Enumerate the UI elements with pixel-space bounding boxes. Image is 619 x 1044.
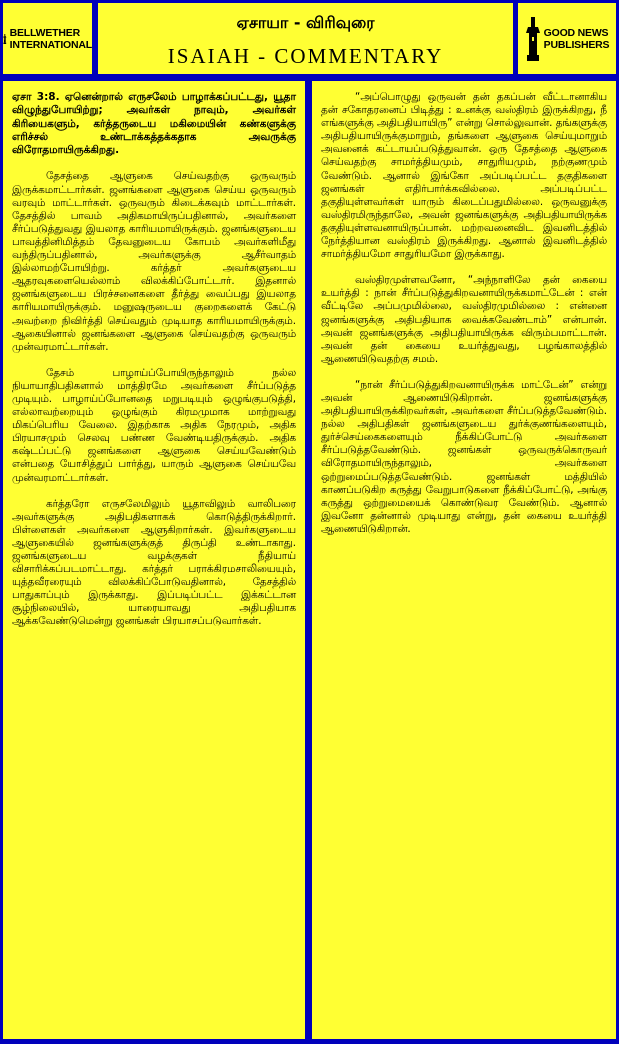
page-title-tamil: ஏசாயா - விரிவுரை <box>236 13 375 32</box>
publisher-name-left <box>10 27 92 51</box>
left-paragraph-3: கர்த்தரோ எருசலேமிலும் யூதாவிலும் வாலிபரை அவர்களுக்கு அதிபதிகளாகக் கொடுத்திருக்கிறார். பிள்ளைகள் அவர்களை ஆளுகிறார்கள். இவர்களுடைய ஆளுகையில் ஜனங்களுக்குத் திருப்தி உண்டாகாது. ஜனங்களுடைய வழக்குகள் நீதியாய் விசாரிக்கப்படமாட்டாது. கர்த்தர் பராக்கிரமசாலியையும், யுத்தவீரரையும் விலக்கிப்போடுவதினால், தேசத்தில் பாதுகாப்பும் இருக்காது. இப்படிப்பட்ட இக்கட்டான சூழ்நிலையில், யாரையாவது அதிபதியாக ஆக்கவேண்டுமென்று ஜனங்கள் பிரயாசப்படுவார்கள். <box>12 497 296 628</box>
publisher-logo-right <box>518 3 616 74</box>
left-column <box>3 81 305 1039</box>
publisher-name-right-line1: GOOD NEWS <box>543 26 609 39</box>
publisher-name-right-line2: PUBLISHERS <box>543 38 610 51</box>
verse-text: ஏசா 3:8. ஏனென்றால் எருசலேம் பாழாக்கப்பட்டது, யூதா விழுந்துபோயிற்று; அவர்கள் நாவும், அவர்கள் கிரியைகளும், கர்த்தருடைய மகிமையின் கண்களுக்கு எரிச்சல் உண்டாக்கத்தக்கதாக அவருக்கு விரோதமாயிருக்கிறது. <box>12 91 296 157</box>
publisher-name-left-line1: BELLWETHER <box>9 26 80 39</box>
publisher-logo-left <box>3 3 92 74</box>
page-title-english: ISAIAH - COMMENTARY <box>167 44 444 68</box>
right-paragraph-2: வஸ்திரமுள்ளவனோ, “அந்நாளிலே தன் கையை உயர்த்தி : நான் சீர்ப்படுத்துகிறவனாயிருக்கமாட்டேன் : என் வீட்டிலே அப்பமுமில்லை, வஸ்திரமுமில்லை : என்னை ஜனங்களுக்கு அதிபதியாக வைக்கவேண்டாம்” என்பான். அவன் ஜனங்களுக்கு அதிபதியாயிருக்க விரும்பமாட்டான். அவன் தன் கையை உயர்த்துவது, பழங்காலத்தில் ஆணையிடுவதற்கு சமம். <box>321 274 607 365</box>
publisher-name-left-line2: INTERNATIONAL <box>9 38 92 51</box>
good-news-logo-icon <box>525 15 541 63</box>
page-header <box>98 3 513 74</box>
right-column <box>312 81 616 1039</box>
publisher-name-right <box>544 27 610 51</box>
left-paragraph-1: தேசத்தை ஆளுகை செய்வதற்கு ஒருவரும் இருக்கமாட்டார்கள். ஜனங்களை ஆளுகை செய்ய ஒருவரும் வரவும் மாட்டார்கள். ஒருவரும் கிடைக்கவும் மாட்டார்கள். தேசத்தில் பாவம் அதிகமாயிருப்பதினால், அவர்களை சீர்ப்படுத்துவது இயலாத காரியமாயிருக்கும். ஜனங்களுடைய பாவத்தினிமித்தம் தேவனுடைய கோபம் அவர்களிமீது வந்திருப்பதினால், அவர்களுக்கு ஆசீர்வாதம் இல்லாமற்போயிற்று. கர்த்தர் அவர்களுடைய ஆதரவுகளையெல்லாம் விலக்கிப்போட்டார். இதனால் ஜனங்களுடைய பிரச்சனைகளை தீர்த்து வைப்பது இயலாத காரியமாயிருக்கும். மனுஷருடைய குறைகளைக் கேட்டு அவற்றை நிவிர்த்தி செய்வதும் முடியாத காரியமாயிருக்கும். ஆகையினால் ஜனங்களை ஆளுகை செய்வதற்கு ஒருவரும் முன்வரமாட்டார்கள். <box>12 170 296 353</box>
right-paragraph-3: “நான் சீர்ப்படுத்துகிறவனாயிருக்க மாட்டேன்” என்று அவன் ஆணையிடுகிறான். ஜனங்களுக்கு அதிபதியாயிருக்கிறவர்கள், அவர்களை சீர்ப்படுத்தவேண்டும். நல்ல அதிபதிகள் ஜனங்களுடைய துர்க்குணங்களையும், துர்ச்செய்கைகளையும் நீக்கிப்போட்டு அவர்களை சீர்ப்படுத்தவேண்டும். ஜனங்கள் ஒருவருக்கொருவர் விரோதமாயிருந்தாலும், அவர்களை ஒற்றுமைப்படுத்தவேண்டும். ஜனங்கள் மத்தியில் காணப்படுகிற கருத்து வேறுபாடுகளை நீக்கிப்போட்டு, அங்கு கருத்து ஒற்றுமையைக் கொண்டுவர வேண்டும். ஆனால் இவனோ தன்னால் முடியாது என்று, தன் கையை உயர்த்தி ஆணையிடுகிறான். <box>321 378 607 535</box>
bellwether-logo-icon <box>3 15 7 63</box>
left-paragraph-2: தேசம் பாழாய்ப்போயிருந்தாலும் நல்ல நியாயாதிபதிகளால் மாத்திரமே அவர்களை சீர்ப்படுத்த முடியும். பாழாய்ப்போனதை மறுபடியும் ஒழுங்குபடுத்தி, எல்லாவற்றையும் ஒழுங்கும் கிரமமுமாக மாற்றுவது மிகப்பெரிய வேலை. இதற்காக அதிக நேரமும், அதிக பிரயாசமும் செலவு பண்ண வேண்டியதிருக்கும். அதிக கஷ்டப்பட்டு ஜனங்களை ஆளுகை செய்யவேண்டும் என்பதை யோசித்துப் பார்த்து, யாரும் ஆளுகை செய்யவே முன்வரமாட்டார்கள். <box>12 366 296 484</box>
right-paragraph-1: “அப்பொழுது ஒருவன் தன் தகப்பன் வீட்டானாகிய தன் சகோதரனைப் பிடித்து : உனக்கு வஸ்திரம் இருக்கிறது, நீ எங்களுக்கு அதிபதியாயிரு” என்று சொல்லுவான். தங்களுக்கு அதிபதியாயிருக்குமாறும், தங்களை ஆளுகை செய்யுமாறும் அவனைக் கட்டாயப்படுத்துவான். ஒரு தேசத்தை ஆளுகை செய்வதற்கு சாமர்த்தியமும், சாதுரியமும், நற்குணமும் வேண்டும். ஆனால் இங்கோ அப்படிப்பட்ட தகுதிகளை ஜனங்கள் எதிர்பார்க்கவில்லை. அப்படிப்பட்ட தகுதியுள்ளவர்கள் யாரும் கிடைப்பதுமில்லை. ஒருவனுக்கு வஸ்திரமிருந்தாலே, அவன் ஜனங்களுக்கு அதிபதியாயிருக்க தகுதியுள்ளவனாயிருப்பான். மற்றவனைவிட இவனிடத்தில் நேர்த்தியான வஸ்திரம் இருக்கிறது. ஆனால் இவனிடத்தில் சாமர்த்தியமோ சாதுரியமோ இருக்காது. <box>321 91 607 261</box>
